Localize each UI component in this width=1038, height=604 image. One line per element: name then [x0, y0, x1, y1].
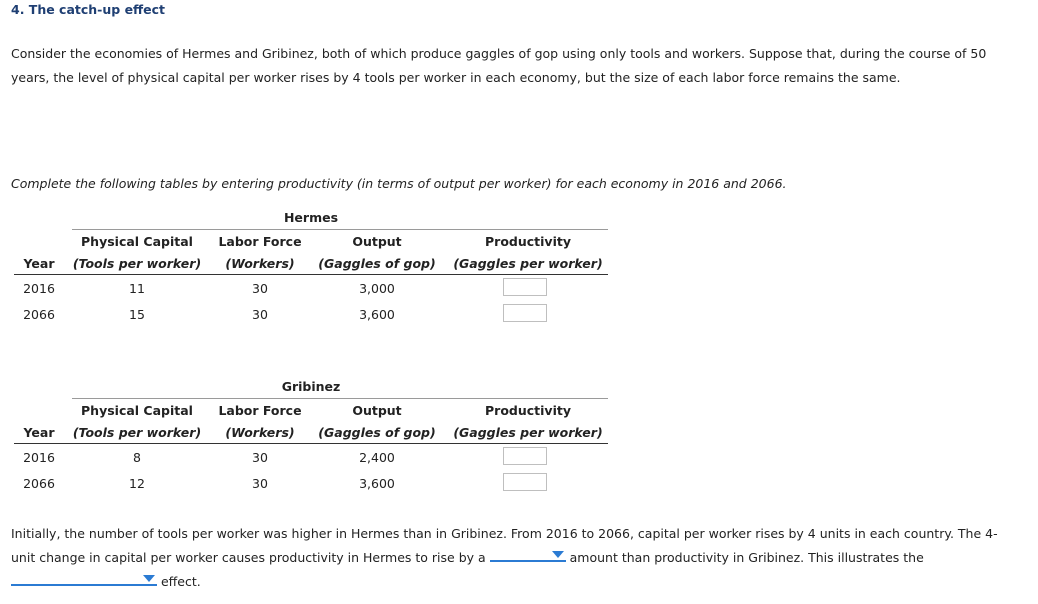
question-title: 4. The catch-up effect [11, 2, 166, 17]
gribinez-2016-productivity-input[interactable] [503, 447, 547, 465]
header-output: Output [352, 403, 402, 418]
intro-text: Consider the economies of Hermes and Gribinez, both of which produce gaggles of gop using only tools and workers. Suppose that, during the course of 50 years, the level of physical capital per worker rises by 4 tools per worker in each economy, but the size of each labor force remains the same. [11, 46, 987, 85]
header-year: Year [23, 425, 55, 440]
header-output-unit: (Gaggles of gop) [318, 425, 436, 440]
table-row-year: 2066 [23, 476, 55, 491]
chevron-down-icon [552, 551, 564, 558]
table-row-year: 2016 [23, 281, 55, 296]
hermes-table [14, 210, 608, 330]
effect-dropdown[interactable] [11, 570, 157, 586]
header-year: Year [23, 256, 55, 271]
table-row-year: 2016 [23, 450, 55, 465]
header-productivity-unit: (Gaggles per worker) [453, 256, 603, 271]
header-productivity-unit: (Gaggles per worker) [453, 425, 603, 440]
hermes-2016-productivity-input[interactable] [503, 278, 547, 296]
amount-dropdown[interactable] [490, 546, 566, 562]
table-row-capital: 15 [129, 307, 145, 322]
header-capital: Physical Capital [81, 403, 193, 418]
paragraph-text-1: Initially, the number of tools per worker was higher in Hermes than in Gribinez. From 2016 to 2066, capital per worker rises by 4 units in each country. The 4-unit change in capital per worker causes productivity in Hermes to rise by a [11, 526, 998, 565]
table-row-labor: 30 [252, 476, 268, 491]
chevron-down-icon [143, 575, 155, 582]
question-paragraph [11, 522, 1021, 594]
header-capital-unit: (Tools per worker) [72, 256, 202, 271]
table-row-year: 2066 [23, 307, 55, 322]
table-row-labor: 30 [252, 307, 268, 322]
header-productivity: Productivity [485, 403, 571, 418]
header-capital: Physical Capital [81, 234, 193, 249]
table-caption: Hermes [283, 210, 339, 225]
header-productivity: Productivity [485, 234, 571, 249]
header-labor-unit: (Workers) [225, 425, 295, 440]
table-row-capital: 12 [129, 476, 145, 491]
gribinez-2066-productivity-input[interactable] [503, 473, 547, 491]
header-labor: Labor Force [218, 234, 302, 249]
header-labor: Labor Force [218, 403, 302, 418]
table-row-output: 3,600 [359, 307, 395, 322]
table-row-output: 3,000 [359, 281, 395, 296]
header-output-unit: (Gaggles of gop) [318, 256, 436, 271]
header-labor-unit: (Workers) [225, 256, 295, 271]
table-row-output: 3,600 [359, 476, 395, 491]
paragraph-text-3: effect. [160, 574, 201, 589]
table-row-capital: 11 [129, 281, 145, 296]
header-capital-unit: (Tools per worker) [72, 425, 202, 440]
gribinez-table [14, 379, 608, 499]
instruction-text: Complete the following tables by entering productivity (in terms of output per worker) for each economy in 2016 and 2066. [11, 176, 787, 191]
table-caption: Gribinez [281, 379, 341, 394]
table-row-output: 2,400 [359, 450, 395, 465]
header-output: Output [352, 234, 402, 249]
table-row-capital: 8 [133, 450, 141, 465]
table-row-labor: 30 [252, 450, 268, 465]
hermes-2066-productivity-input[interactable] [503, 304, 547, 322]
paragraph-text-2: amount than productivity in Gribinez. This illustrates the [569, 550, 924, 565]
table-row-labor: 30 [252, 281, 268, 296]
